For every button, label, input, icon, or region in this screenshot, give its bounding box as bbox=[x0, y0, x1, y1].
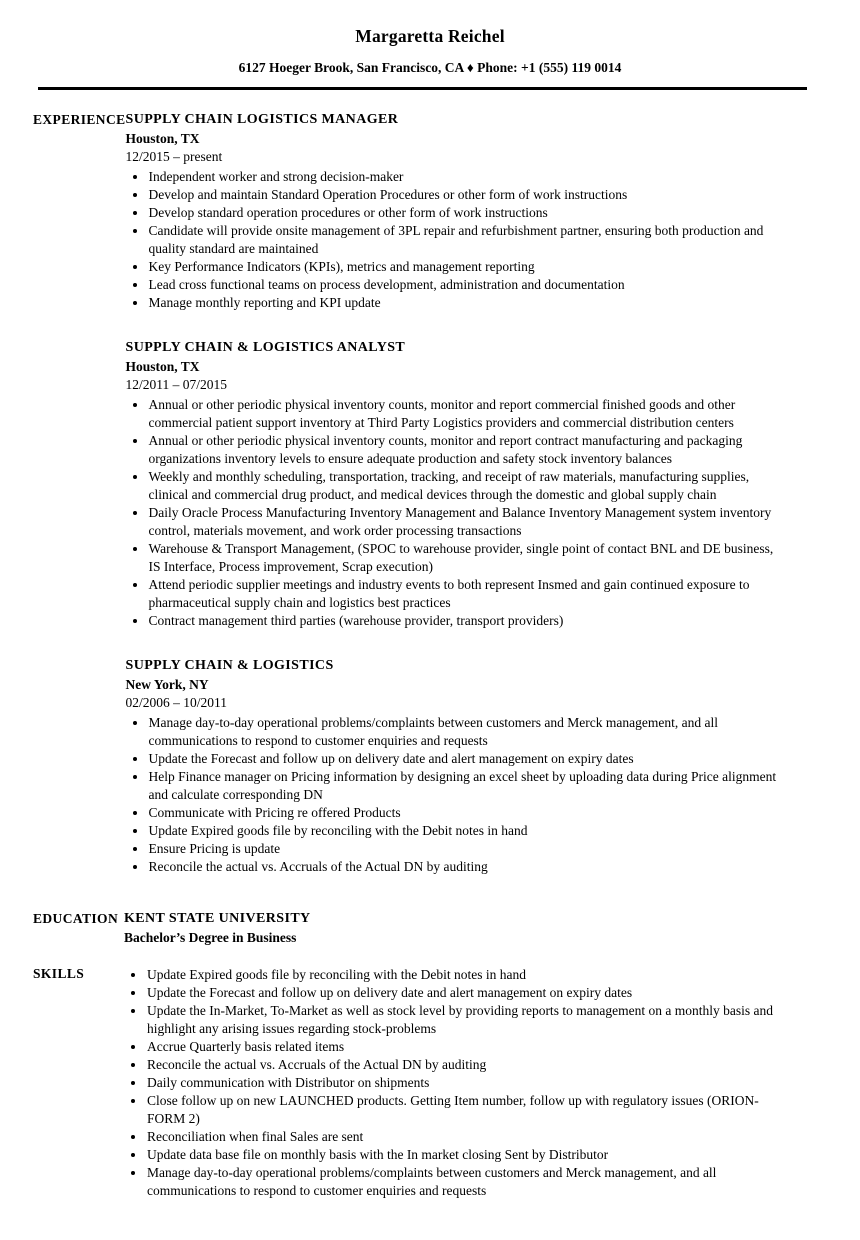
bullet-item: • Warehouse & Transport Management, (SPOC to warehouse provider, single point of contact BNL and DE business, IS Interface, Process improvement, Scrap execution) bbox=[148, 540, 781, 576]
bullet-item: • Daily Oracle Process Manufacturing Inventory Management and Balance Inventory Management system inventory control, materials movement, and work order processing transactions bbox=[148, 504, 781, 540]
job-entry-3 bbox=[126, 656, 781, 876]
candidate-name: Margaretta Reichel bbox=[355, 26, 505, 46]
bullet-item: • Manage day-to-day operational problems/complaints between customers and Merck management, and all communications to respond to customer enquiries and requests bbox=[148, 714, 781, 750]
header-rule bbox=[38, 87, 807, 90]
job-dates: 12/2015 – present bbox=[125, 149, 223, 164]
skills-section-content bbox=[124, 964, 779, 1200]
bullet-item: • Develop standard operation procedures or other form of work instructions bbox=[148, 204, 781, 222]
experience-section-label: EXPERIENCE bbox=[33, 112, 126, 127]
experience-section bbox=[0, 110, 860, 876]
job-title: SUPPLY CHAIN & LOGISTICS bbox=[125, 658, 334, 673]
bullet-item: • Update the Forecast and follow up on delivery date and alert management on expiry dates bbox=[146, 984, 779, 1002]
job-entry-1 bbox=[126, 110, 781, 312]
bullet-item: • Update the Forecast and follow up on delivery date and alert management on expiry dates bbox=[148, 750, 781, 768]
job-dates: 12/2011 – 07/2015 bbox=[125, 377, 228, 392]
contact-info: 6127 Hoeger Brook, San Francisco, CA ♦ Phone: +1 (555) 119 0014 bbox=[238, 60, 622, 75]
degree-name: Bachelor’s Degree in Business bbox=[124, 930, 297, 945]
bullet-item: • Update the In-Market, To-Market as well as stock level by providing reports to management on a monthly basis and highlight any arising issues regarding stock-problems bbox=[146, 1002, 779, 1038]
bullet-item: • Lead cross functional teams on process development, administration and documentation bbox=[148, 276, 781, 294]
bullet-item: • Close follow up on new LAUNCHED products. Getting Item number, follow up with regulatory issues (ORION-FORM 2) bbox=[146, 1092, 779, 1128]
bullet-item: • Reconcile the actual vs. Accruals of the Actual DN by auditing bbox=[146, 1056, 779, 1074]
job-bullet-list bbox=[126, 396, 781, 630]
job-dates: 02/2006 – 10/2011 bbox=[125, 695, 228, 710]
bullet-item: • Develop and maintain Standard Operation Procedures or other form of work instructions bbox=[148, 186, 781, 204]
bullet-item: • Annual or other periodic physical inventory counts, monitor and report commercial finished goods and other commercial patient support inventory at Third Party Logistics providers and commercial distribution centers bbox=[148, 396, 781, 432]
bullet-item: • Annual or other periodic physical inventory counts, monitor and report contract manufacturing and packaging organizations inventory levels to ensure adequate production and safety stock inventory balances bbox=[148, 432, 781, 468]
bullet-item: • Reconcile the actual vs. Accruals of the Actual DN by auditing bbox=[148, 858, 781, 876]
bullet-item: • Key Performance Indicators (KPIs), metrics and management reporting bbox=[148, 258, 781, 276]
job-location: Houston, TX bbox=[125, 131, 200, 146]
bullet-item: • Independent worker and strong decision-maker bbox=[148, 168, 781, 186]
job-bullet-list bbox=[126, 168, 781, 312]
job-location: Houston, TX bbox=[125, 359, 200, 374]
bullet-item: • Update data base file on monthly basis with the In market closing Sent by Distributor bbox=[146, 1146, 779, 1164]
experience-section-content bbox=[126, 110, 781, 876]
job-title: SUPPLY CHAIN LOGISTICS MANAGER bbox=[125, 112, 399, 127]
education-section-content bbox=[124, 909, 779, 947]
bullet-item: • Daily communication with Distributor on shipments bbox=[146, 1074, 779, 1092]
education-section bbox=[0, 909, 860, 947]
bullet-item: • Ensure Pricing is update bbox=[148, 840, 781, 858]
skills-section-label: SKILLS bbox=[33, 966, 85, 981]
bullet-item: • Manage day-to-day operational problems/complaints between customers and Merck management, and all communications to respond to customer enquiries and requests bbox=[146, 1164, 779, 1200]
bullet-item: • Manage monthly reporting and KPI update bbox=[148, 294, 781, 312]
bullet-item: • Accrue Quarterly basis related items bbox=[146, 1038, 779, 1056]
job-location: New York, NY bbox=[125, 677, 209, 692]
skills-bullet-list bbox=[124, 966, 779, 1200]
bullet-item: • Update Expired goods file by reconciling with the Debit notes in hand bbox=[148, 822, 781, 840]
bullet-item: • Reconciliation when final Sales are sent bbox=[146, 1128, 779, 1146]
school-name: KENT STATE UNIVERSITY bbox=[124, 911, 311, 926]
bullet-item: • Attend periodic supplier meetings and industry events to both represent Insmed and gain continued exposure to pharmaceutical supply chain and logistics best practices bbox=[148, 576, 781, 612]
job-bullet-list bbox=[126, 714, 781, 876]
job-entry-2 bbox=[126, 338, 781, 630]
bullet-item: • Communicate with Pricing re offered Products bbox=[148, 804, 781, 822]
job-title: SUPPLY CHAIN & LOGISTICS ANALYST bbox=[125, 340, 406, 355]
bullet-item: • Contract management third parties (warehouse provider, transport providers) bbox=[148, 612, 781, 630]
bullet-item: • Help Finance manager on Pricing information by designing an excel sheet by uploading data during Price alignment and calculate corresponding DN bbox=[148, 768, 781, 804]
skills-section bbox=[0, 964, 860, 1200]
bullet-item: • Update Expired goods file by reconciling with the Debit notes in hand bbox=[146, 966, 779, 984]
bullet-item: • Candidate will provide onsite management of 3PL repair and refurbishment partner, ensuring both production and quality standard are maintained bbox=[148, 222, 781, 258]
bullet-item: • Weekly and monthly scheduling, transportation, tracking, and receipt of raw materials, manufacturing supplies, clinical and commercial drug product, and medical devices through the domestic and global supply chain bbox=[148, 468, 781, 504]
education-section-label: EDUCATION bbox=[33, 911, 119, 926]
